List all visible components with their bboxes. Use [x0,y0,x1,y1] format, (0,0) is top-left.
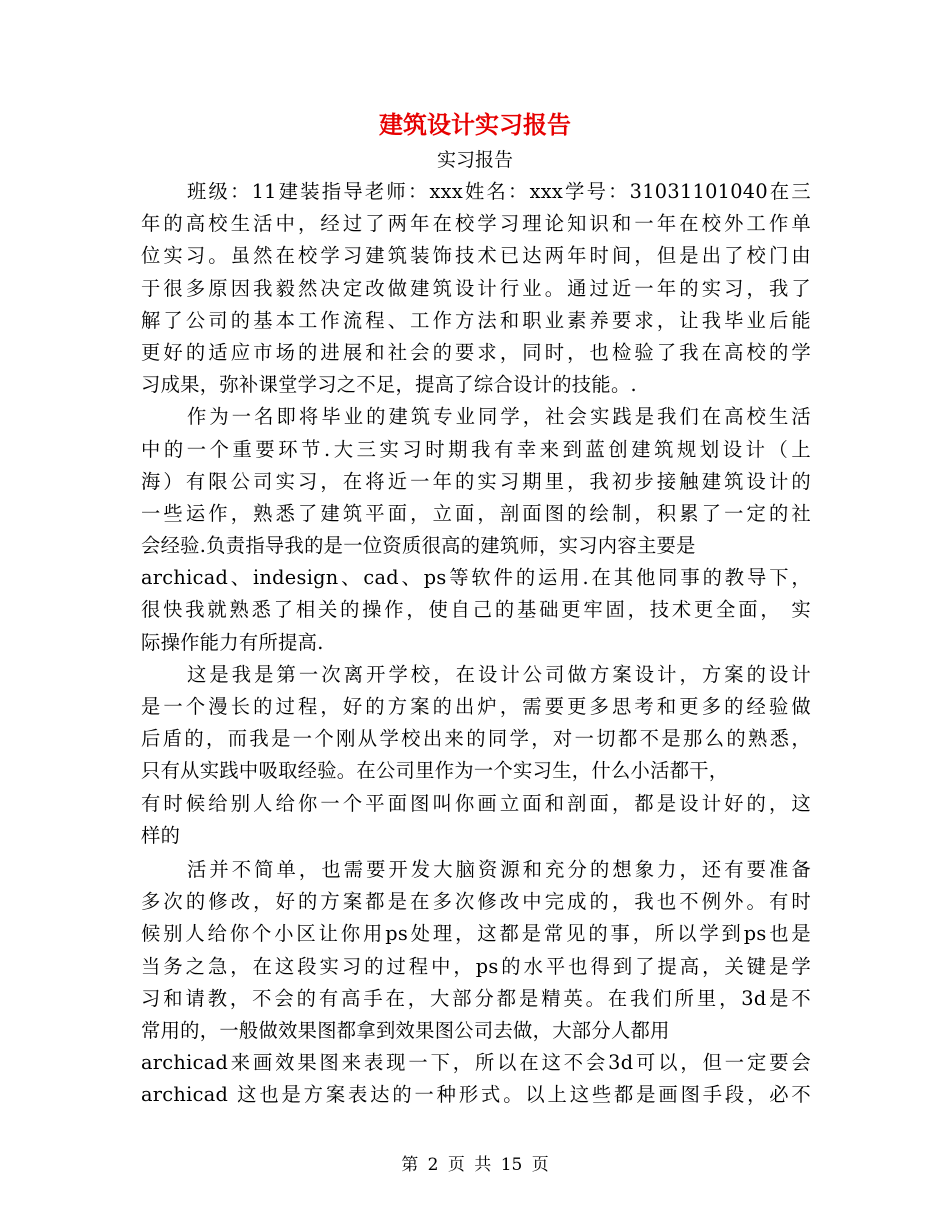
text-line: 一些运作，熟悉了建筑平面，立面，剖面图的绘制，积累了一定的社 [141,501,811,525]
text-line: 样的 [141,823,181,847]
text-line: 解了公司的基本工作流程、工作方法和职业素养要求，让我毕业后能 [141,308,811,332]
text-line: 候别人给你个小区让你用ps处理，这都是常见的事，所以学到ps也是 [141,922,811,946]
text-line: 位实习。虽然在校学习建筑装饰技术已达两年时间，但是出了校门由 [141,244,811,268]
text-line: 作为一名即将毕业的建筑专业同学，社会实践是我们在高校生活 [187,405,811,429]
text-line: 际操作能力有所提高. [141,630,324,654]
page-number-footer: 第 2 页 共 15 页 [401,1155,549,1175]
text-line: 活并不简单，也需要开发大脑资源和充分的想象力，还有要准备 [187,857,811,881]
text-line: archicad、indesign、cad、ps等软件的运用.在其他同事的教导下， [141,566,811,590]
text-line: 习成果，弥补课堂学习之不足，提高了综合设计的技能。. [141,373,637,397]
text-line: 班级：11建装指导老师：xxx姓名：xxx学号：31031101040在三 [187,180,811,203]
text-line: 中的一个重要环节.大三实习时期我有幸来到蓝创建筑规划设计（上 [141,437,811,461]
text-line: 会经验.负责指导我的是一位资质很高的建筑师，实习内容主要是 [141,534,696,558]
text-line: 更好的适应市场的进展和社会的要求，同时，也检验了我在高校的学 [141,340,811,364]
text-line: archicad 这也是方案表达的一种形式。以上这些都是画图手段，必不 [141,1083,811,1107]
text-line: 海）有限公司实习，在将近一年的实习期里，我初步接触建筑设计的 [141,469,811,493]
text-line: 于很多原因我毅然决定改做建筑设计行业。通过近一年的实习，我了 [141,276,811,300]
document-subtitle: 实习报告 [436,149,513,171]
text-line: 只有从实践中吸取经验。在公司里作为一个实习生，什么小活都干， [141,759,729,783]
text-line: 后盾的，而我是一个刚从学校出来的同学，对一切都不是那么的熟悉， [141,727,811,751]
text-line: 年的高校生活中，经过了两年在校学习理论知识和一年在校外工作单 [141,212,811,236]
text-line: 习和请教，不会的有高手在，大部分都是精英。在我们所里，3d是不 [141,986,811,1010]
text-line: 当务之急，在这段实习的过程中，ps的水平也得到了提高，关键是学 [141,954,811,978]
text-line: 常用的，一般做效果图都拿到效果图公司去做，大部分人都用 [141,1018,670,1042]
document-title: 建筑设计实习报告 [379,110,571,139]
body-text [141,176,811,1111]
text-line: 有时候给别人给你一个平面图叫你画立面和剖面，都是设计好的，这 [141,791,811,815]
text-line: 很快我就熟悉了相关的操作，使自己的基础更牢固，技术更全面， 实 [141,598,811,622]
text-line: 这是我是第一次离开学校，在设计公司做方案设计，方案的设计 [187,662,811,686]
text-line: archicad来画效果图来表现一下，所以在这不会3d可以，但一定要会 [141,1051,811,1075]
text-line: 是一个漫长的过程，好的方案的出炉，需要更多思考和更多的经验做 [141,695,811,718]
text-line: 多次的修改，好的方案都是在多次修改中完成的，我也不例外。有时 [141,890,811,914]
